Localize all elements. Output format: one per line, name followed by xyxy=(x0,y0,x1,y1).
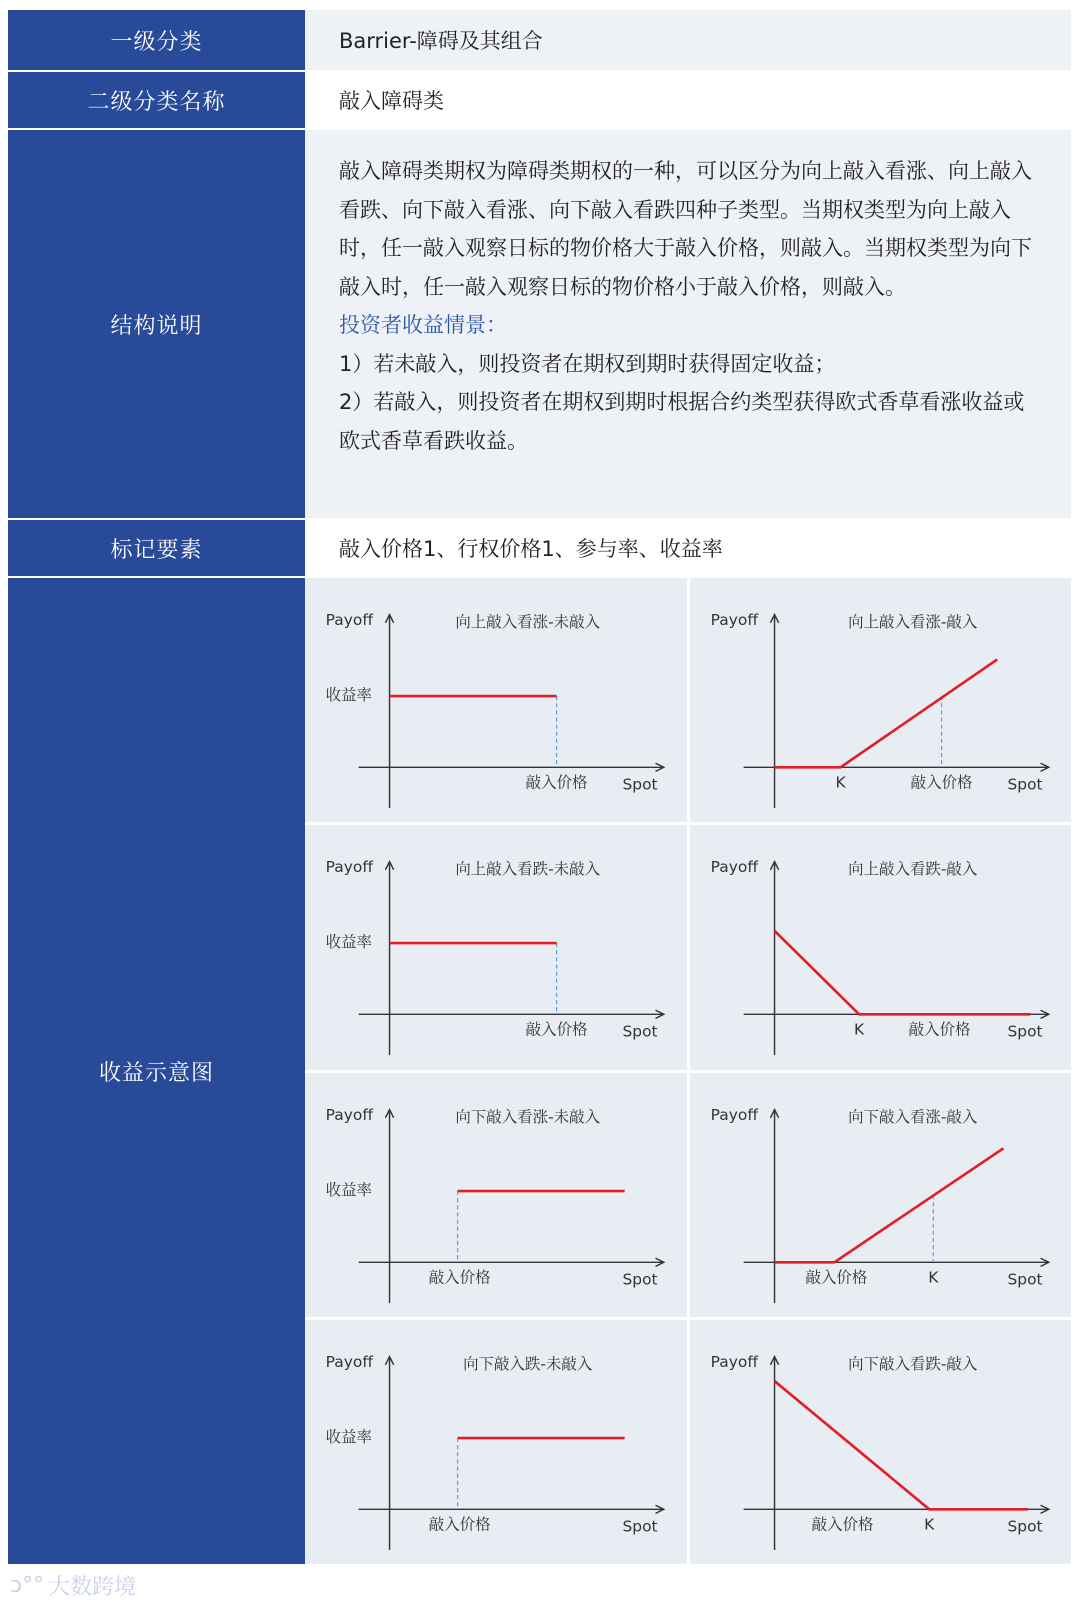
payoff-line xyxy=(774,1148,1003,1262)
payoff-chart xyxy=(690,825,1072,1069)
x-axis-label: Spot xyxy=(622,1270,658,1289)
strike-label: K xyxy=(834,773,846,792)
rate-label: 收益率 xyxy=(325,1427,373,1446)
scenario-item-2: 2）若敲入，则投资者在期权到期时根据合约类型获得欧式香草看涨收益或欧式香草看跌收益。 xyxy=(339,390,1025,453)
chart-title: 向下敲入看涨-敲入 xyxy=(847,1107,977,1126)
y-axis-label: Payoff xyxy=(325,1105,373,1124)
strike-label: K xyxy=(927,1268,938,1287)
barrier-label: 敲入价格 xyxy=(908,1020,970,1039)
scenario-item-1: 1）若未敲入，则投资者在期权到期时获得固定收益； xyxy=(339,351,836,376)
payoff-chart-svg xyxy=(305,1073,687,1317)
payoff-chart-svg xyxy=(690,825,1072,1069)
x-axis-label: Spot xyxy=(622,1517,658,1536)
chart-title: 向上敲入看涨-未敲入 xyxy=(455,612,601,631)
row-structure xyxy=(8,130,1071,518)
payoff-chart xyxy=(305,1320,687,1564)
x-axis-label: Spot xyxy=(622,1023,658,1041)
y-axis-label: Payoff xyxy=(710,1105,758,1124)
rate-label: 收益率 xyxy=(325,1180,373,1199)
watermark xyxy=(10,1570,136,1601)
structure-description xyxy=(305,130,1071,518)
chart-title: 向上敲入看涨-敲入 xyxy=(847,612,977,631)
secondary-label: 二级分类名称 xyxy=(8,72,305,128)
y-axis-label: Payoff xyxy=(325,858,373,877)
payoff-chart-svg xyxy=(690,1073,1072,1317)
barrier-label: 敲入价格 xyxy=(428,1268,491,1287)
barrier-label: 敲入价格 xyxy=(428,1515,491,1534)
barrier-label: 敲入价格 xyxy=(525,773,588,792)
classification-table xyxy=(8,10,1071,1564)
strike-label: K xyxy=(853,1020,864,1039)
payoff-chart xyxy=(305,578,687,822)
strike-label: K xyxy=(923,1515,934,1534)
barrier-label: 敲入价格 xyxy=(804,1268,867,1287)
x-axis-label: Spot xyxy=(1006,1270,1043,1289)
chart-title: 向下敲入看涨-未敲入 xyxy=(455,1107,601,1126)
payoff-line xyxy=(774,1381,1028,1509)
watermark-text: 大数跨境 xyxy=(48,1575,137,1600)
chart-title: 向上敲入看跌-敲入 xyxy=(847,860,977,879)
barrier-label: 敲入价格 xyxy=(910,773,973,792)
row-elements xyxy=(8,520,1071,576)
scenario-subheading: 投资者收益情景： xyxy=(339,313,507,337)
y-axis-label: Payoff xyxy=(710,1352,758,1371)
rate-label: 收益率 xyxy=(325,933,373,952)
barrier-label: 敲入价格 xyxy=(811,1515,874,1534)
rate-label: 收益率 xyxy=(325,686,373,705)
payoff-chart xyxy=(305,1073,687,1317)
payoff-chart xyxy=(305,825,687,1069)
y-axis-label: Payoff xyxy=(710,610,758,629)
y-axis-label: Payoff xyxy=(325,1352,373,1371)
structure-label: 结构说明 xyxy=(8,130,305,518)
payoff-label: 收益示意图 xyxy=(8,578,305,1564)
secondary-value: 敲入障碍类 xyxy=(305,72,1071,128)
x-axis-label: Spot xyxy=(1006,1023,1043,1041)
payoff-chart-svg xyxy=(305,1320,687,1564)
payoff-chart xyxy=(690,1320,1072,1564)
structure-paragraph: 敲入障碍类期权为障碍类期权的一种，可以区分为向上敲入看涨、向上敲入看跌、向下敲入看涨、向下敲入看跌四种子类型。当期权类型为向上敲入时，任一敲入观察日标的物价格大于敲入价格，则敲入。当期权类型为向下敲入时，任一敲入观察日标的物价格小于敲入价格，则敲入。 xyxy=(339,159,1032,299)
watermark-logo-icon: ↄ°° xyxy=(10,1573,45,1598)
x-axis-label: Spot xyxy=(1006,1517,1043,1536)
chart-title: 向下敲入跌-未敲入 xyxy=(463,1354,593,1373)
payoff-line xyxy=(774,931,1030,1014)
row-payoff xyxy=(8,578,1071,1564)
chart-title: 向上敲入看跌-未敲入 xyxy=(455,860,601,879)
chart-title: 向下敲入看跌-敲入 xyxy=(847,1354,977,1373)
payoff-chart-svg xyxy=(305,578,687,822)
payoff-chart xyxy=(690,1073,1072,1317)
x-axis-label: Spot xyxy=(1006,775,1043,794)
row-primary xyxy=(8,10,1071,70)
payoff-line xyxy=(774,659,997,767)
row-secondary xyxy=(8,72,1071,128)
y-axis-label: Payoff xyxy=(325,610,373,629)
primary-label: 一级分类 xyxy=(8,10,305,70)
payoff-chart-svg xyxy=(690,578,1072,822)
elements-label: 标记要素 xyxy=(8,520,305,576)
payoff-chart xyxy=(690,578,1072,822)
payoff-chart-svg xyxy=(305,825,687,1069)
payoff-diagram-grid xyxy=(305,578,1071,1564)
primary-value: Barrier-障碍及其组合 xyxy=(305,10,1071,70)
elements-value: 敲入价格1、行权价格1、参与率、收益率 xyxy=(305,520,1071,576)
payoff-chart-svg xyxy=(690,1320,1072,1564)
x-axis-label: Spot xyxy=(622,775,658,794)
barrier-label: 敲入价格 xyxy=(525,1020,588,1039)
y-axis-label: Payoff xyxy=(710,858,758,877)
